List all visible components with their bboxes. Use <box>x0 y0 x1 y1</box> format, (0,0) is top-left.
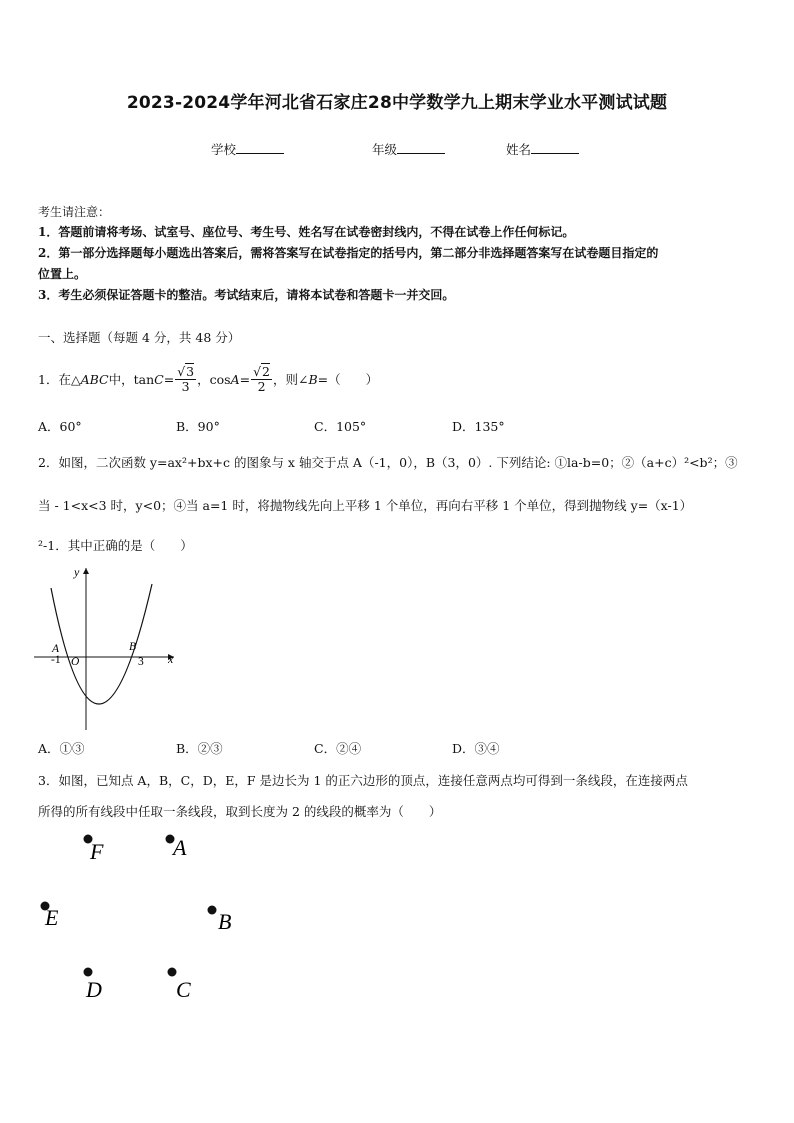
page-title: 2023-2024学年河北省石家庄28中学数学九上期末学业水平测试试题 <box>126 93 668 113</box>
q1-option-b: B．90° <box>176 419 220 434</box>
q1-option-d: D．135° <box>452 419 505 434</box>
q1-sqrt3: 3 <box>186 364 195 380</box>
q2-option-a: A．①③ <box>38 741 85 756</box>
point-c <box>168 968 177 977</box>
q2-option-b: B．②③ <box>176 741 223 756</box>
school-field <box>211 140 284 158</box>
tick-neg1: -1 <box>51 654 61 666</box>
point-a-label: A <box>52 643 60 655</box>
section-heading: 一、选择题（每题 4 分，共 48 分） <box>38 330 241 345</box>
question-1 <box>38 358 378 400</box>
notice-item-2-cont: 位置上。 <box>38 267 87 281</box>
q2-line-3: ²-1．其中正确的是（ ） <box>38 538 193 553</box>
label-f: F <box>90 839 104 864</box>
label-b: B <box>218 909 232 934</box>
q2-line-2: 当 - 1<x<3 时，y<0；④当 a=1 时，将抛物线先向上平移 1 个单位，再向右平移 1 个单位，得到抛物线 y=（x-1） <box>38 498 693 513</box>
y-axis-label: y <box>74 565 80 579</box>
school-label: 学校 <box>211 142 237 157</box>
label-e: E <box>45 905 59 930</box>
q3-line-1: 3．如图，已知点 A，B，C，D，E，F 是边长为 1 的正六边形的顶点，连接任意两点均可得到一条线段，在连接两点 <box>38 773 688 788</box>
tick-3: 3 <box>138 656 144 668</box>
x-axis-label: x <box>168 652 174 666</box>
point-d <box>84 968 93 977</box>
q1-den2: 2 <box>257 378 266 394</box>
q1-frac-cos: $\frac{√2}{2}$ <box>253 364 270 394</box>
q1-angle-b: B <box>308 371 318 387</box>
hexagon-points-figure <box>30 825 260 1010</box>
q1-angle-c: C <box>154 371 164 387</box>
q1-eq1: = <box>163 371 175 387</box>
point-b-label: B <box>129 641 137 653</box>
q2-option-d: D．③④ <box>452 741 500 756</box>
q1-end: =（ ） <box>317 372 379 387</box>
notice-item-3: 3．考生必须保证答题卡的整洁。考试结束后，请将本试卷和答题卡一并交回。 <box>38 288 455 302</box>
grade-field <box>372 140 445 158</box>
name-field <box>506 140 579 158</box>
parabola-graph <box>34 562 184 732</box>
q2-line-1: 2．如图，二次函数 y=ax²+bx+c 的图象与 x 轴交于点 A（-1，0），B（3，0）. 下列结论: ①la-b=0；②（a+c）²<b²；③ <box>38 455 738 470</box>
q1-mid: 中，tan <box>108 372 155 387</box>
q1-sqrt2: 2 <box>262 364 270 380</box>
point-b <box>208 906 217 915</box>
q1-option-c: C．105° <box>314 419 367 434</box>
q1-option-a: A．60° <box>38 419 82 434</box>
label-c: C <box>176 977 191 1002</box>
origin-label: O <box>71 656 80 668</box>
q1-cos: ，cos <box>197 372 231 387</box>
label-d: D <box>86 977 102 1002</box>
name-label: 姓名 <box>506 142 532 157</box>
q2-option-c: C．②④ <box>314 741 362 756</box>
q1-angle-a: A <box>230 371 240 387</box>
notice-heading: 考生请注意： <box>38 205 111 219</box>
q1-den3: 3 <box>181 378 190 394</box>
label-a: A <box>173 835 187 860</box>
q1-tail: ，则∠ <box>273 372 309 387</box>
grade-blank <box>397 141 445 154</box>
notice-item-1: 1．答题前请将考场、试室号、座位号、考生号、姓名写在试卷密封线内，不得在试卷上作任何标记。 <box>38 225 575 239</box>
q1-eq2: = <box>239 371 251 387</box>
q1-frac-tan: $\frac{√3}{3}$ <box>177 364 195 394</box>
q3-line-2: 所得的所有线段中任取一条线段，取到长度为 2 的线段的概率为（ ） <box>38 804 442 819</box>
grade-label: 年级 <box>372 142 398 157</box>
q1-prefix: 1．在△ <box>38 372 81 387</box>
notice-item-2: 2．第一部分选择题每小题选出答案后，需将答案写在试卷指定的括号内，第二部分非选择题答案写在试卷题目指定的 <box>38 246 659 260</box>
school-blank <box>236 141 284 154</box>
name-blank <box>531 141 579 154</box>
q1-triangle: ABC <box>80 371 109 387</box>
parabola-curve <box>51 584 152 704</box>
y-axis-arrow <box>83 568 89 574</box>
